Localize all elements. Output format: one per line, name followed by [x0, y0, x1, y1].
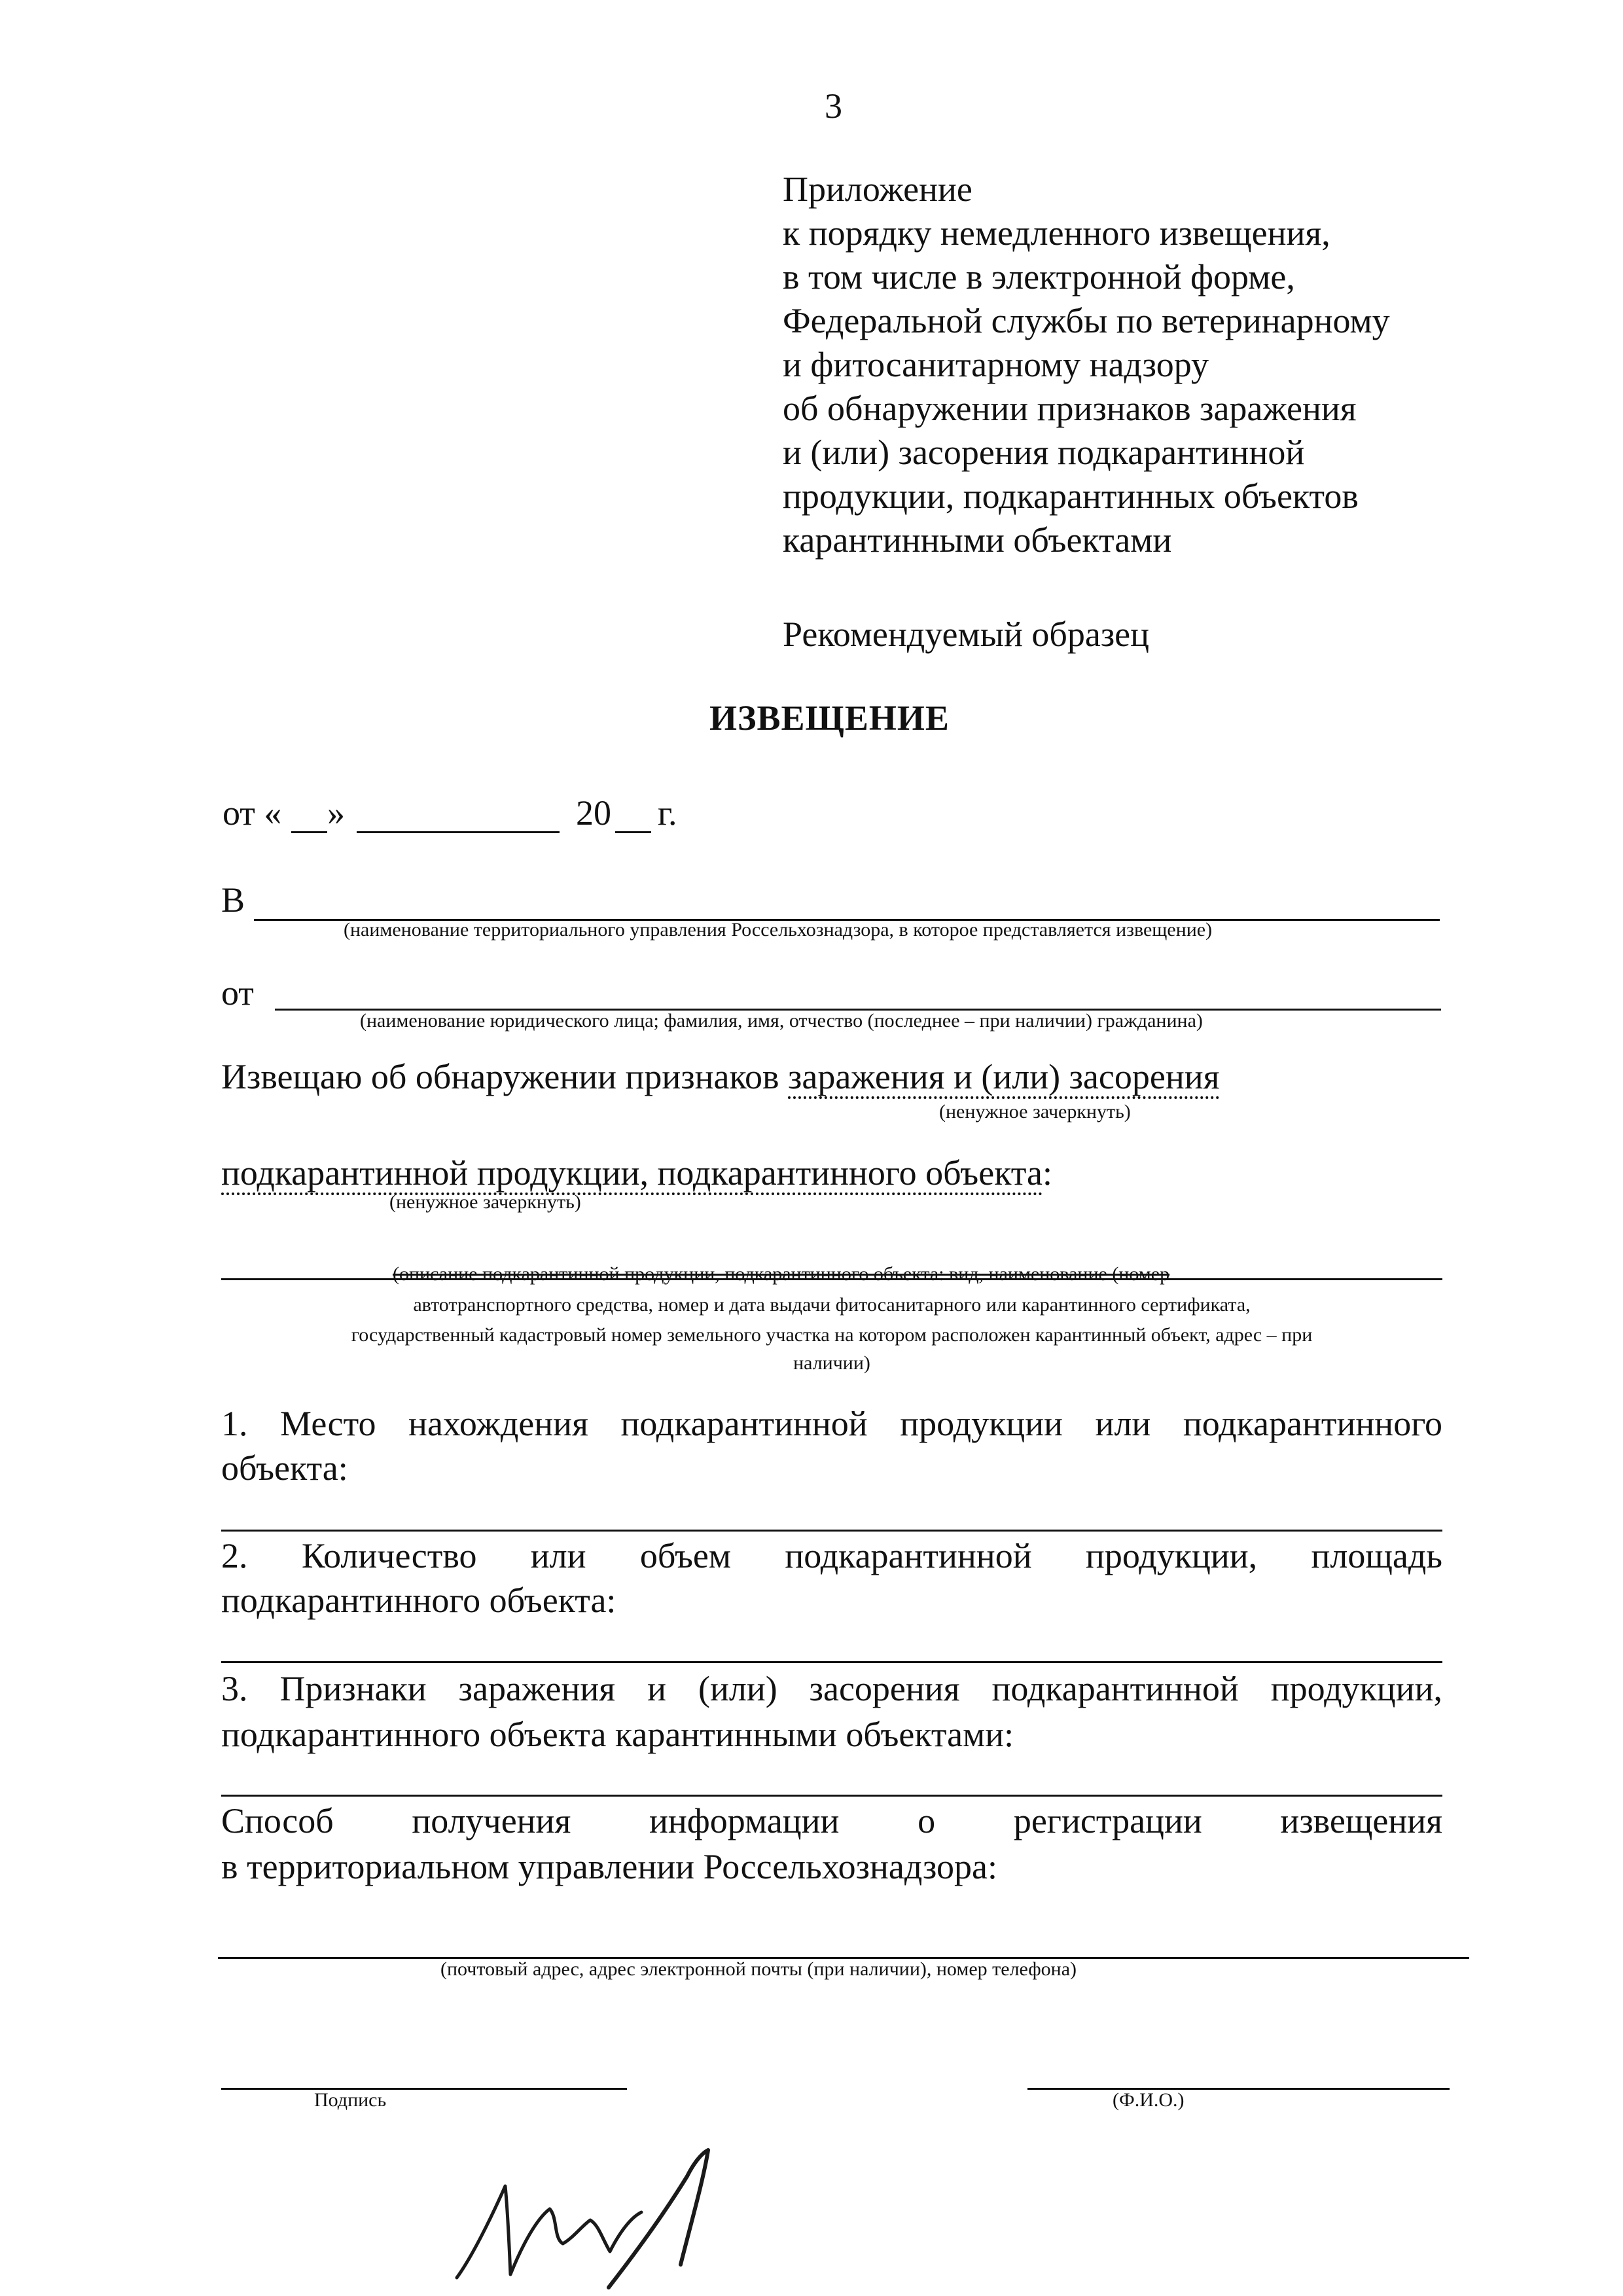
notice-hint-2: (ненужное зачеркнуть) [389, 1191, 581, 1213]
appendix-line: и фитосанитарному надзору [783, 345, 1209, 384]
signature-label: Подпись [314, 2089, 387, 2111]
item-1-line-2: объекта: [221, 1448, 348, 1488]
notice-marked-object: подкарантинной продукции, подкарантинного объекта [221, 1153, 1043, 1195]
document-title: ИЗВЕЩЕНИЕ [709, 698, 950, 738]
notice-colon: : [1042, 1153, 1052, 1193]
appendix-line: к порядку немедленного извещения, [783, 213, 1330, 253]
item-3-line-2: подкарантинного объекта карантинными объектами: [221, 1715, 1014, 1754]
from-caption: (наименование юридического лица; фамилия, имя, отчество (последнее – при наличии) гражданина) [360, 1010, 1203, 1031]
item-2-line-1: 2. Количество или объем подкарантинной продукции, площадь [221, 1536, 1442, 1575]
method-line-1: Способ получения информации о регистрации извещения [221, 1801, 1442, 1840]
handwritten-signature [445, 2140, 759, 2296]
item-1-field[interactable] [221, 1530, 1442, 1532]
description-caption-line-2: автотранспортного средства, номер и дата выдачи фитосанитарного или карантинного сертификата, [413, 1294, 1251, 1316]
page-number: 3 [825, 86, 842, 126]
item-2-field[interactable] [221, 1661, 1442, 1663]
item-3-line-1: 3. Признаки заражения и (или) засорения подкарантинной продукции, [221, 1669, 1442, 1708]
to-caption: (наименование территориального управления Россельхознадзора, в которое представляется извещение) [344, 919, 1213, 941]
sample-label: Рекомендуемый образец [783, 615, 1150, 654]
date-day-close: » [327, 793, 345, 833]
method-line-2: в территориальном управлении Россельхознадзора: [221, 1847, 997, 1886]
contact-caption: (почтовый адрес, адрес электронной почты (при наличии), номер телефона) [440, 1958, 1077, 1980]
date-year-field[interactable] [615, 831, 651, 833]
from-label: от [221, 973, 254, 1013]
description-caption-line-1: (описание подкарантинной продукции, подкарантинного объекта: вид, наименование (номер [393, 1263, 1170, 1285]
signature-field[interactable] [221, 2088, 627, 2090]
notice-hint-1: (ненужное зачеркнуть) [939, 1101, 1131, 1122]
item-1-line-1: 1. Место нахождения подкарантинной продукции или подкарантинного [221, 1404, 1442, 1443]
date-day-field[interactable] [291, 831, 327, 833]
item-3-field[interactable] [221, 1795, 1442, 1797]
date-month-field[interactable] [357, 831, 560, 833]
full-name-label: (Ф.И.О.) [1113, 2089, 1185, 2111]
appendix-line: Федеральной службы по ветеринарному [783, 301, 1390, 340]
date-year-prefix: 20 [576, 793, 611, 833]
notice-marked-infection: заражения и (или) засорения [788, 1057, 1219, 1099]
description-caption-line-3: государственный кадастровый номер земельного участка на котором расположен карантинный объект, адрес – при [351, 1324, 1313, 1346]
item-2-line-2: подкарантинного объекта: [221, 1581, 616, 1620]
appendix-line: карантинными объектами [783, 520, 1172, 560]
full-name-field[interactable] [1027, 2088, 1450, 2090]
date-year-suffix: г. [658, 793, 677, 833]
appendix-block [783, 168, 1390, 562]
to-label: В [221, 880, 245, 920]
notice-prefix: Извещаю об обнаружении признаков [221, 1057, 779, 1096]
appendix-line: и (или) засорения подкарантинной [783, 433, 1305, 472]
appendix-line: в том числе в электронной форме, [783, 257, 1295, 296]
appendix-line: продукции, подкарантинных объектов [783, 476, 1359, 516]
date-prefix: от « [223, 793, 282, 833]
description-caption-line-4: наличии) [793, 1352, 870, 1374]
appendix-line: об обнаружении признаков заражения [783, 389, 1357, 428]
notice-line-1 [221, 1056, 1219, 1098]
appendix-line: Приложение [783, 170, 972, 209]
notice-line-2 [221, 1152, 1052, 1194]
